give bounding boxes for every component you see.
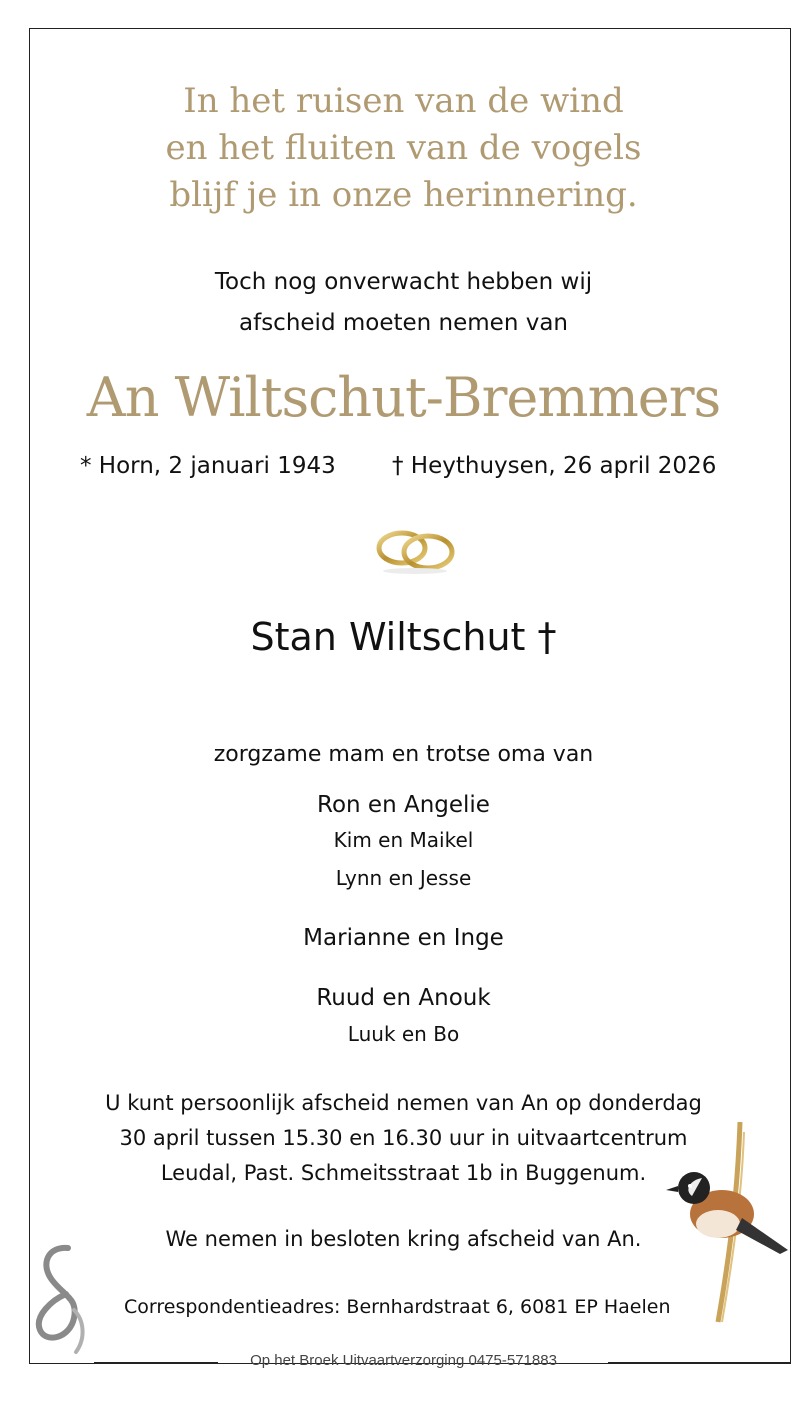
child-marianne-inge: Marianne en Inge xyxy=(303,925,504,951)
intro-line-2: afscheid moeten nemen van xyxy=(239,310,568,336)
birth-date: * Horn, 2 januari 1943 xyxy=(80,453,336,479)
grandchild-kim-maikel: Kim en Maikel xyxy=(333,828,474,852)
grandchild-luuk-bo: Luuk en Bo xyxy=(347,1022,460,1046)
viewing-line-1: U kunt persoonlijk afscheid nemen van An op donderdag xyxy=(105,1091,702,1115)
wedding-rings-icon xyxy=(374,524,458,576)
poem-line-3: blijf je in onze herinnering. xyxy=(169,175,638,215)
bird-on-reed-icon xyxy=(662,1122,792,1327)
viewing-line-2: 30 april tussen 15.30 en 16.30 uur in uitvaartcentrum xyxy=(119,1126,688,1150)
child-ron-angelie: Ron en Angelie xyxy=(317,792,490,818)
poem xyxy=(0,78,807,219)
intro-line-1: Toch nog onverwacht hebben wij xyxy=(214,269,593,295)
grandchild-lynn-jesse: Lynn en Jesse xyxy=(335,866,472,890)
footer-funeral-home: Op het Broek Uitvaartverzorging 0475-571883 xyxy=(250,1352,557,1369)
correspondence-address: Correspondentieadres: Bernhardstraat 6, 6081 EP Haelen xyxy=(124,1296,671,1318)
intro-text xyxy=(0,262,807,344)
death-date: † Heythuysen, 26 april 2026 xyxy=(392,453,717,479)
child-ruud-anouk: Ruud en Anouk xyxy=(316,985,491,1011)
spouse-name: Stan Wiltschut † xyxy=(250,615,557,659)
poem-line-1: In het ruisen van de wind xyxy=(183,81,624,121)
viewing-line-3: Leudal, Past. Schmeitsstraat 1b in Buggenum. xyxy=(160,1161,647,1185)
poem-line-2: en het fluiten van de vogels xyxy=(165,128,642,168)
funeral-home-logo xyxy=(28,1240,98,1360)
caring-line: zorgzame mam en trotse oma van xyxy=(213,742,594,767)
deceased-name: An Wiltschut-Bremmers xyxy=(86,366,721,429)
closed-circle-note: We nemen in besloten kring afscheid van An. xyxy=(165,1227,642,1251)
